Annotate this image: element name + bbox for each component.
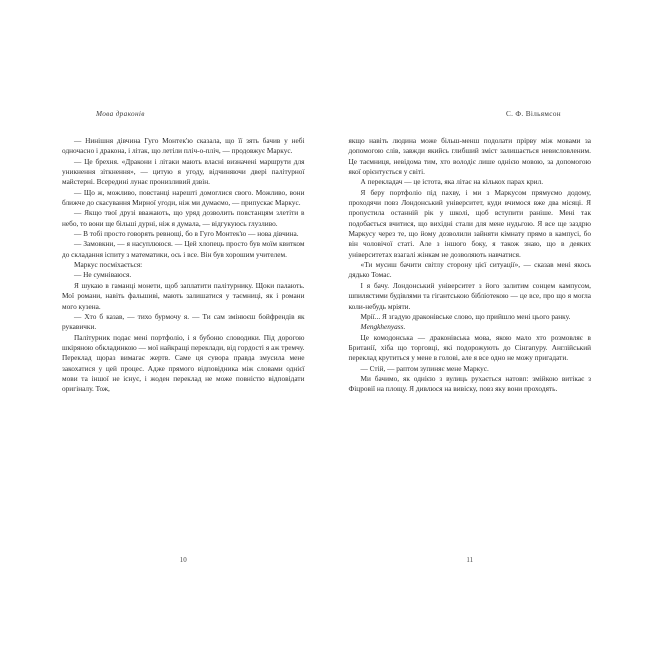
paragraph-dragon-word: Mengkhenyass. [360, 322, 406, 332]
page-number-right: 11 [466, 556, 474, 564]
paragraph: — Не сумніваюся. [74, 270, 132, 280]
paragraph: — Це брехня. «Дракони і літаки мають власні визначені маршрути для уникнення зіткнення», — цитую я угоду, відчиняючи двері палітурної майстерні. Всередині лунає пронизливий дзвін. [62, 156, 305, 187]
paragraph: Я беру портфоліо під пахву, і ми з Маркусом прямуємо додому, проходячи повз Лондонський університет, куди вчимося вже два місяці. Я пропустила останній рік у школі, щоб вступити раніше. Мені так подобається вчитися, що вихідні стали для мене нудьгою. Я все ще заздрю Маркусу через те, що йому дозволили зайняти кімнату прямо в кампусі, бо він чоловічої статі. Але з іншого боку, я також знаю, що в деяких університетах взагалі жінкам не дозволяють навчатися. [348, 187, 591, 259]
paragraph: — Стій, — раптом зупиняє мене Маркус. [360, 363, 489, 373]
page-right [327, 0, 653, 653]
paragraph: — Замовкни, — я насуплююся. — Цей хлопець просто був моїм квитком до складання іспиту з математики, ось і все. Він був хорошим учителем. [62, 239, 305, 259]
paragraph: якщо навіть людина може більш-менш подолати прірву між мовами за допомогою слів, завжди якийсь глибший зміст залишається невисловленим. Це таємниця, невідома тим, хто володіє лише однією мовою, за допомогою якої орієнтується у світі. [348, 136, 591, 177]
paragraph: Мрії... Я згадую драконівське слово, що прийшло мені цього ранку. [360, 311, 571, 321]
running-head-left: Мова драконів [96, 110, 145, 118]
paragraph: «Ти мусиш бачити світлу сторону цієї ситуації», — сказав мені якось дядько Томас. [348, 260, 591, 280]
paragraph: — В тобі просто говорять ревнощі, бо в Гуго Монтек'ю — нова дівчина. [74, 229, 299, 239]
paragraph: Ми бачимо, як однією з вулиць рухається натовп: змійкою витікає з Фіцровії на площу. Я дивлюся на вивіску, повз яку вони проходять. [348, 373, 591, 394]
paragraph: — Нинішня дівчина Гуго Монтек'ю сказала, що її зять бачив у небі одночасно і дракона, і літак, що летіли пліч-о-пліч, — продовжує Маркус. [62, 136, 305, 156]
paragraph: А перекладач — це істота, яка літає на кількох парах крил. [360, 177, 544, 187]
paragraph: Маркус посміхається: [74, 260, 143, 270]
body-text-left [62, 136, 305, 395]
paragraph: — Хто б казав, — тихо бурмочу я. — Ти сам змінюєш бойфрендів як рукавички. [62, 311, 305, 332]
page-number-left: 10 [179, 556, 187, 564]
running-head-right: С. Ф. Вільямсон [505, 110, 561, 118]
body-text-right [349, 136, 592, 395]
paragraph: Палітурник подає мені портфоліо, і я бубоню словодики. Під дорогою шкіряною обкладинкою — мої найкращі переклади, від гордості я аж тремчу. Переклад щораз вимагає жертв. Саме ця сувора правда змусила мене закохатися у цей процес. Адже прямого відповідника між словами однієї мови та іншої не існує, і жоден переклад не може повністю відповідати оригіналу. Тож, [62, 332, 305, 394]
paragraph: Я шукаю в гаманці монети, щоб заплатити палітурнику. Щоки палають. Мої романи, навіть фальшиві, мають залишатися у таємниці, як і романи мого кузена. [62, 280, 305, 311]
paragraph: І я бачу. Лондонський університет з його залитим сонцем кампусом, шпилястими будівлями та гігантською бібліотекою — це все, про що я могла коли-небудь мріяти. [348, 280, 591, 311]
paragraph: — Що ж, можливо, повстанці нарешті домоглися свого. Можливо, вони ближче до скасування Мирної угоди, ніж ми думаємо, — припускає Маркус. [62, 187, 305, 208]
paragraph: Це комодонська — драконівська мова, якою мало хто розмовляє в Британії, хіба що торговці, які подорожують до Сінгапуру. Англійський переклад крутиться у мене в голові, але я все одно не можу пригадати. [348, 332, 591, 363]
paragraph: — Якщо твої друзі вважають, що уряд дозволить повстанцям злетіти в небо, то вони ще більші дурні, ніж я думала, — відгукуюсь глузливо. [62, 208, 305, 228]
